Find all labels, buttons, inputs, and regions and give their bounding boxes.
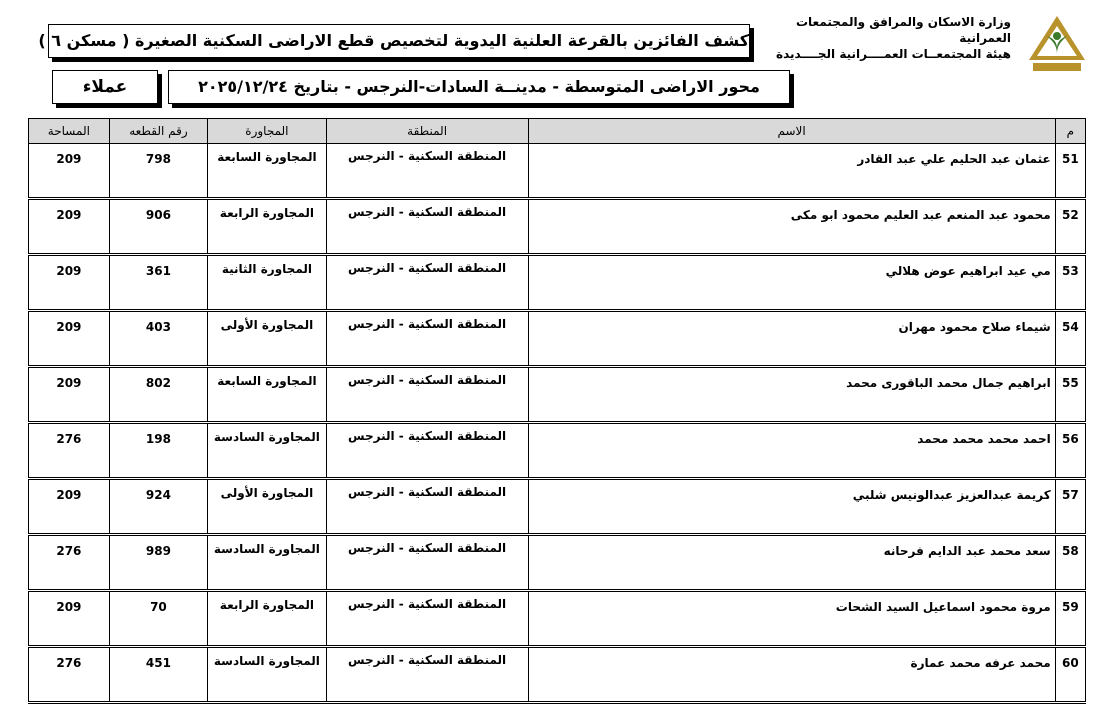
zone-cell: المنطقة السكنية - النرجس <box>326 199 528 255</box>
col-header-plot: رقم القطعه <box>109 119 207 144</box>
logo-emblem-icon <box>1027 14 1087 76</box>
document-subtitle: محور الاراضى المتوسطة - مدينــة السادات-النرجس - بتاريخ ٢٠٢٥/١٢/٢٤ <box>168 70 790 104</box>
zone-cell: المنطقة السكنية - النرجس <box>326 311 528 367</box>
neighborhood-cell: المجاورة الرابعة <box>208 199 327 255</box>
col-header-zone: المنطقة <box>326 119 528 144</box>
table-row <box>29 647 1086 703</box>
table-row <box>29 144 1086 199</box>
plot-number: 924 <box>109 479 207 535</box>
table-header-row <box>29 119 1086 144</box>
zone-cell: المنطقة السكنية - النرجس <box>326 367 528 423</box>
winner-name: كريمة عبدالعزيز عبدالونيس شلبي <box>528 479 1055 535</box>
zone-cell: المنطقة السكنية - النرجس <box>326 423 528 479</box>
winners-table <box>28 118 1086 704</box>
plot-area: 209 <box>29 591 110 647</box>
table-row <box>29 423 1086 479</box>
winner-name: احمد محمد محمد محمد <box>528 423 1055 479</box>
row-index: 54 <box>1055 311 1085 367</box>
table-row <box>29 591 1086 647</box>
table-row <box>29 479 1086 535</box>
row-index: 59 <box>1055 591 1085 647</box>
neighborhood-cell: المجاورة الرابعة <box>208 591 327 647</box>
table-row <box>29 367 1086 423</box>
plot-area: 276 <box>29 647 110 703</box>
row-index: 57 <box>1055 479 1085 535</box>
plot-area: 209 <box>29 479 110 535</box>
col-header-area: المساحة <box>29 119 110 144</box>
document-title: كشف الفائزين بالقرعة العلنية اليدوية لتخصيص قطع الاراضى السكنية الصغيرة ( مسكن ٦ ) <box>48 24 750 58</box>
plot-area: 209 <box>29 311 110 367</box>
zone-cell: المنطقة السكنية - النرجس <box>326 647 528 703</box>
neighborhood-cell: المجاورة السادسة <box>208 535 327 591</box>
neighborhood-cell: المجاورة السادسة <box>208 423 327 479</box>
row-index: 51 <box>1055 144 1085 199</box>
row-index: 58 <box>1055 535 1085 591</box>
winner-name: شيماء صلاح محمود مهران <box>528 311 1055 367</box>
row-index: 60 <box>1055 647 1085 703</box>
winner-name: سعد محمد عبد الدايم فرحانه <box>528 535 1055 591</box>
plot-area: 209 <box>29 255 110 311</box>
col-header-name: الاسم <box>528 119 1055 144</box>
plot-number: 802 <box>109 367 207 423</box>
zone-cell: المنطقة السكنية - النرجس <box>326 479 528 535</box>
organization-name <box>771 14 1011 62</box>
row-index: 52 <box>1055 199 1085 255</box>
plot-area: 276 <box>29 423 110 479</box>
neighborhood-cell: المجاورة السابعة <box>208 367 327 423</box>
winner-name: مي عيد ابراهيم عوض هلالي <box>528 255 1055 311</box>
authority-line: هيئة المجتمعــات العمــــرانية الجــــديدة <box>776 47 1011 61</box>
neighborhood-cell: المجاورة السابعة <box>208 144 327 199</box>
zone-cell: المنطقة السكنية - النرجس <box>326 535 528 591</box>
neighborhood-cell: المجاورة الأولى <box>208 479 327 535</box>
plot-area: 209 <box>29 144 110 199</box>
winner-name: ابراهيم جمال محمد الباقورى محمد <box>528 367 1055 423</box>
zone-cell: المنطقة السكنية - النرجس <box>326 144 528 199</box>
plot-number: 451 <box>109 647 207 703</box>
col-header-neighborhood: المجاورة <box>208 119 327 144</box>
plot-number: 70 <box>109 591 207 647</box>
row-index: 56 <box>1055 423 1085 479</box>
table-row <box>29 535 1086 591</box>
ministry-line: وزارة الاسكان والمرافق والمجتمعات العمرانية <box>795 15 1011 45</box>
plot-area: 209 <box>29 367 110 423</box>
organization-logo <box>1027 14 1087 76</box>
winner-name: محمود عبد المنعم عبد العليم محمود ابو مكى <box>528 199 1055 255</box>
neighborhood-cell: المجاورة الأولى <box>208 311 327 367</box>
category-label: عملاء <box>52 70 158 104</box>
plot-number: 403 <box>109 311 207 367</box>
plot-number: 361 <box>109 255 207 311</box>
plot-number: 906 <box>109 199 207 255</box>
neighborhood-cell: المجاورة السادسة <box>208 647 327 703</box>
table-row <box>29 311 1086 367</box>
winner-name: محمد عرفه محمد عمارة <box>528 647 1055 703</box>
zone-cell: المنطقة السكنية - النرجس <box>326 255 528 311</box>
plot-area: 209 <box>29 199 110 255</box>
winner-name: عثمان عبد الحليم علي عبد القادر <box>528 144 1055 199</box>
zone-cell: المنطقة السكنية - النرجس <box>326 591 528 647</box>
row-index: 53 <box>1055 255 1085 311</box>
winner-name: مروة محمود اسماعيل السيد الشحات <box>528 591 1055 647</box>
plot-area: 276 <box>29 535 110 591</box>
col-header-index: م <box>1055 119 1085 144</box>
plot-number: 989 <box>109 535 207 591</box>
plot-number: 798 <box>109 144 207 199</box>
row-index: 55 <box>1055 367 1085 423</box>
neighborhood-cell: المجاورة الثانية <box>208 255 327 311</box>
table-row <box>29 199 1086 255</box>
plot-number: 198 <box>109 423 207 479</box>
table-row <box>29 255 1086 311</box>
